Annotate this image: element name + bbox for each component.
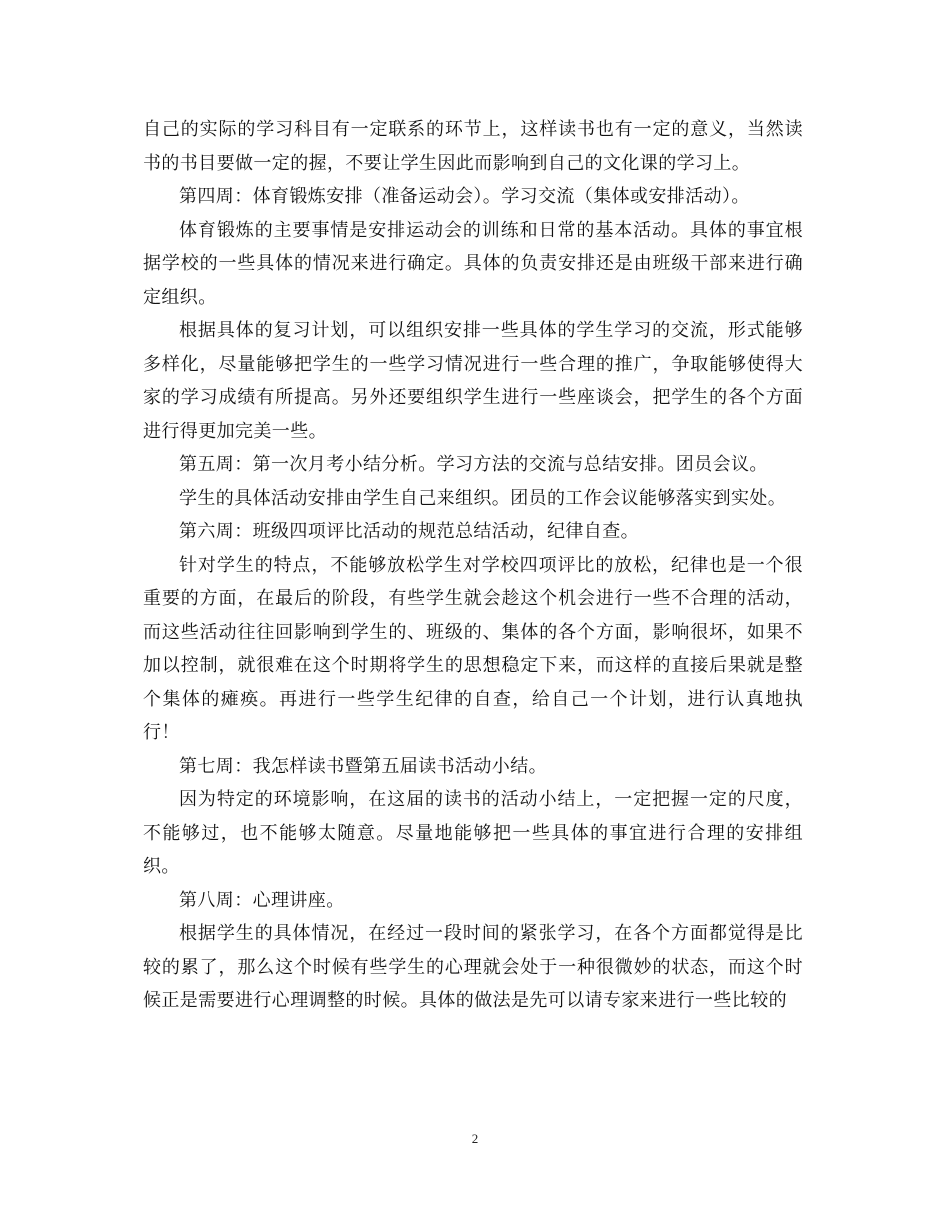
week-five-heading: 第五周：第一次月考小结分析。学习方法的交流与总结安排。团员会议。	[179, 454, 768, 475]
week-four-heading: 第四周：体育锻炼安排（准备运动会）。学习交流（集体或安排活动）。	[179, 186, 750, 207]
week-seven-heading: 第七周：我怎样读书暨第五届读书活动小结。	[179, 755, 547, 777]
document-body	[143, 113, 803, 1018]
week-eight-heading: 第八周：心理讲座。	[179, 889, 345, 911]
week-five-paragraph: 学生的具体活动安排由学生自己来组织。团员的工作会议能够落实到实处。	[179, 487, 787, 509]
week-eight-paragraph: 根据学生的具体情况，在经过一段时间的紧张学习，在各个方面都觉得是比较的累了，那么这个时候有些学生的心理就会处于一种很微妙的状态，而这个时候正是需要进行心理调整的时候。具体的做法是先可以请专家来进行一些比较的	[143, 923, 803, 1011]
week-six-paragraph: 针对学生的特点，不能够放松学生对学校四项评比的放松，纪律也是一个很重要的方面，在最后的阶段，有些学生就会趁这个机会进行一些不合理的活动，而这些活动往往回影响到学生的、班级的、集体的各个方面，影响很坏，如果不加以控制，就很难在这个时期将学生的思想稳定下来，而这样的直接后果就是整个集体的瘫痪。再进行一些学生纪律的自查，给自己一个计划，进行认真地执行！	[143, 554, 803, 743]
week-six-heading: 第六周：班级四项评比活动的规范总结活动，纪律自查。	[179, 521, 639, 542]
week-seven-paragraph: 因为特定的环境影响，在这届的读书的活动小结上，一定把握一定的尺度，不能够过，也不能够太随意。尽量地能够把一些具体的事宜进行合理的安排组织。	[143, 789, 803, 877]
week-four-study-exchange-paragraph: 根据具体的复习计划，可以组织安排一些具体的学生学习的交流，形式能够多样化，尽量能够把学生的一些学习情况进行一些合理的推广，争取能够使得大家的学习成绩有所提高。另外还要组织学生进行一些座谈会，把学生的各个方面进行得更加完美一些。	[143, 320, 803, 442]
week-four-sports-paragraph: 体育锻炼的主要事情是安排运动会的训练和日常的基本活动。具体的事宜根据学校的一些具体的情况来进行确定。具体的负责安排还是由班级干部来进行确定组织。	[143, 219, 803, 308]
page-number: 2	[471, 1131, 479, 1146]
paragraph-continuation: 自己的实际的学习科目有一定联系的环节上，这样读书也有一定的意义，当然读书的书目要做一定的握，不要让学生因此而影响到自己的文化课的学习上。	[143, 119, 803, 174]
